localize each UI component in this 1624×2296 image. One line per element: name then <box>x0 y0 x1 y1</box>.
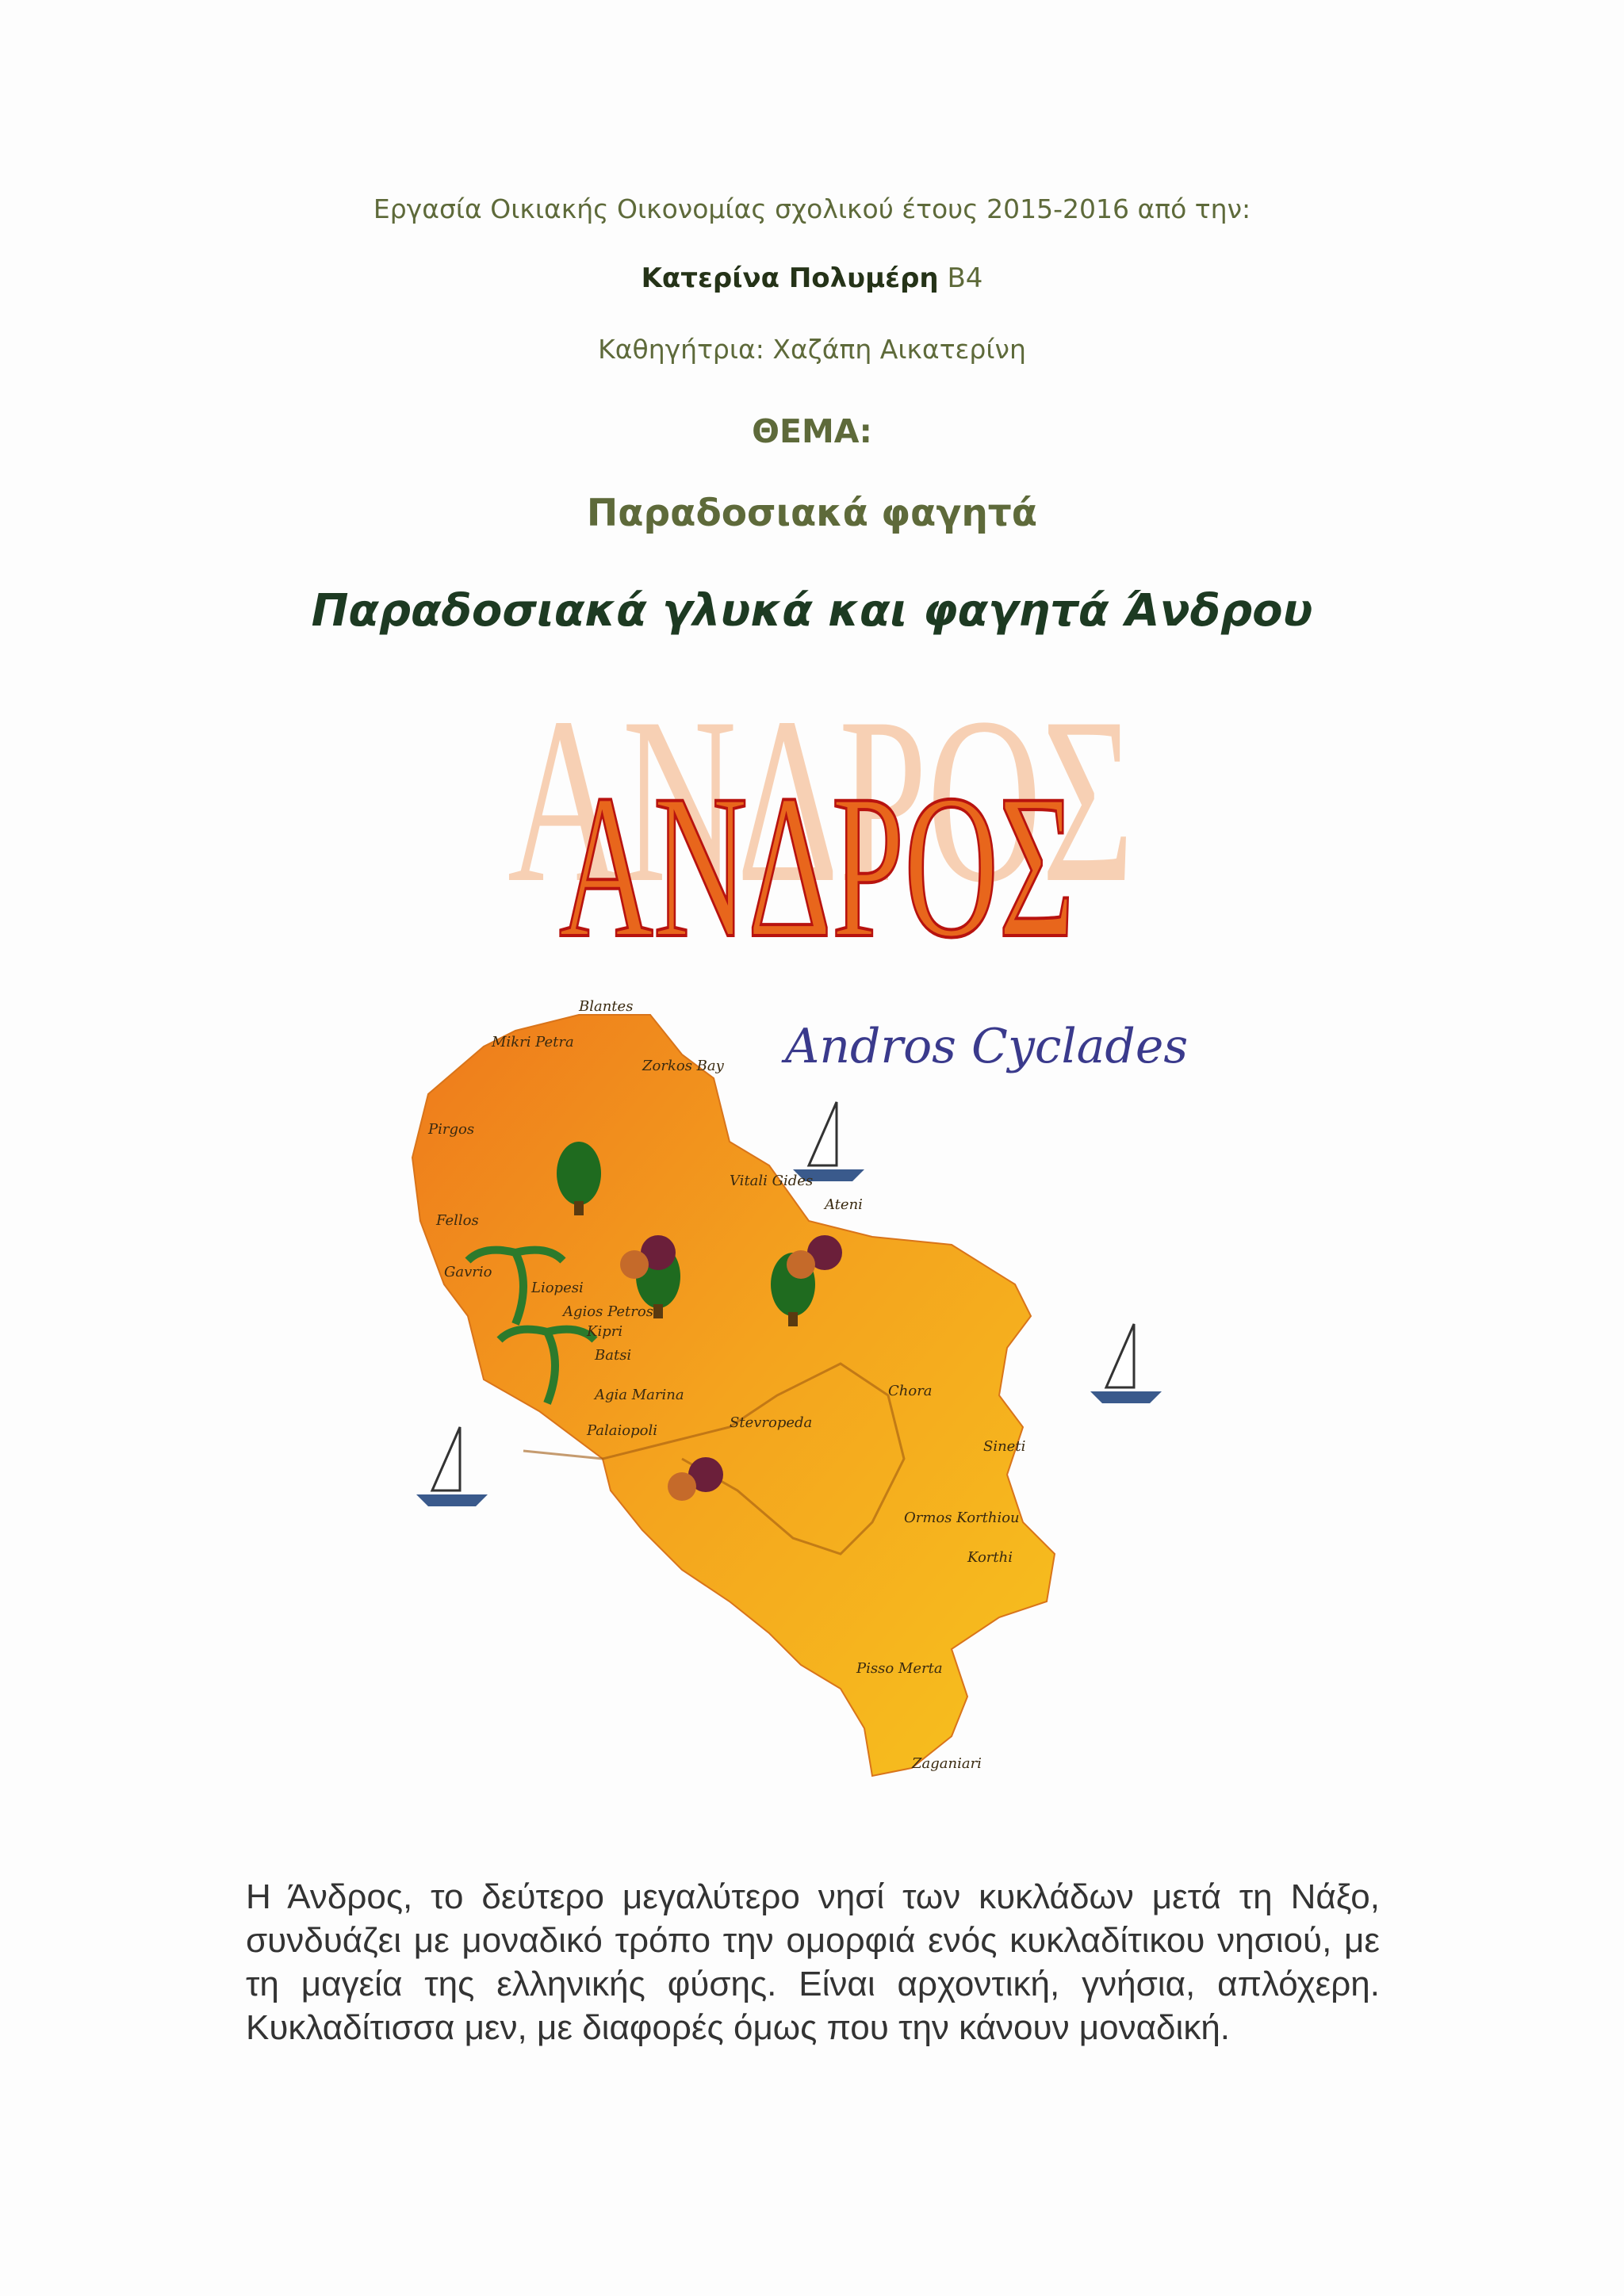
map-label: Zorkos Bay <box>642 1058 724 1074</box>
sailboat-icon <box>416 1427 488 1506</box>
map-label: Batsi <box>595 1347 632 1364</box>
student-name: Κατερίνα Πολυμέρη <box>641 262 939 294</box>
theme-label: ΘΕΜΑ: <box>752 412 872 450</box>
map-label: Mikri Petra <box>492 1034 574 1050</box>
student-class: Β4 <box>947 262 983 294</box>
sailboat-icon <box>793 1102 864 1181</box>
intro-paragraph: Η Άνδρος, το δεύτερο μεγαλύτερο νησί των κυκλάδων μετά τη Νάξο, συνδυάζει με μοναδικό τρόπο την ομορφιά ενός κυκλαδίτικου νησιού, με τη μαγεία της ελληνικής φύσης. Είναι αρχοντική, γνήσια, απλόχερη. Κυκλαδίτισσα μεν, με διαφορές όμως που την κάνουν μοναδική. <box>246 1877 1380 2047</box>
map-label: Ateni <box>825 1196 863 1213</box>
map-label: Sineti <box>983 1438 1026 1455</box>
map-label: Ormos Korthiou <box>904 1510 1020 1526</box>
map-title: Andros Cyclades <box>785 1019 1189 1074</box>
wordart-shadow: ΑΝΔΡΟΣ <box>508 668 1134 932</box>
map-label: Blantes <box>579 998 634 1015</box>
andros-wordart <box>476 650 1158 967</box>
andros-map <box>396 983 1237 1816</box>
island-shape <box>412 1015 1055 1776</box>
student-line <box>0 262 1624 294</box>
map-label: Agia Marina <box>595 1387 684 1403</box>
map-label: Gavrio <box>444 1264 492 1280</box>
map-label: Pisso Merta <box>856 1660 943 1677</box>
map-label: Korthi <box>967 1549 1013 1566</box>
assignment-line: Εργασία Οικιακής Οικονομίας σχολικού έτους 2015-2016 από την: <box>373 193 1251 224</box>
theme-title: Παραδοσιακά φαγητά <box>586 492 1038 535</box>
map-label: Zaganiari <box>912 1755 982 1772</box>
map-label: Pirgos <box>428 1121 475 1138</box>
map-label: Stevropeda <box>730 1414 813 1431</box>
map-label: Vitali Gides <box>730 1173 814 1189</box>
map-label: Kipri <box>587 1323 623 1340</box>
document-title: Παραδοσιακά γλυκά και φαγητά Άνδρου <box>311 585 1313 637</box>
wordart-main: ΑΝΔΡΟΣ <box>559 752 1074 967</box>
map-label: Agios Petros <box>563 1303 653 1320</box>
map-label: Chora <box>888 1383 933 1399</box>
map-label: Liopesi <box>531 1280 584 1296</box>
sailboat-icon <box>1090 1324 1162 1403</box>
map-label: Palaiopoli <box>587 1422 657 1439</box>
teacher-line: Καθηγήτρια: Χαζάπη Αικατερίνη <box>598 334 1026 365</box>
map-label: Fellos <box>436 1212 479 1229</box>
